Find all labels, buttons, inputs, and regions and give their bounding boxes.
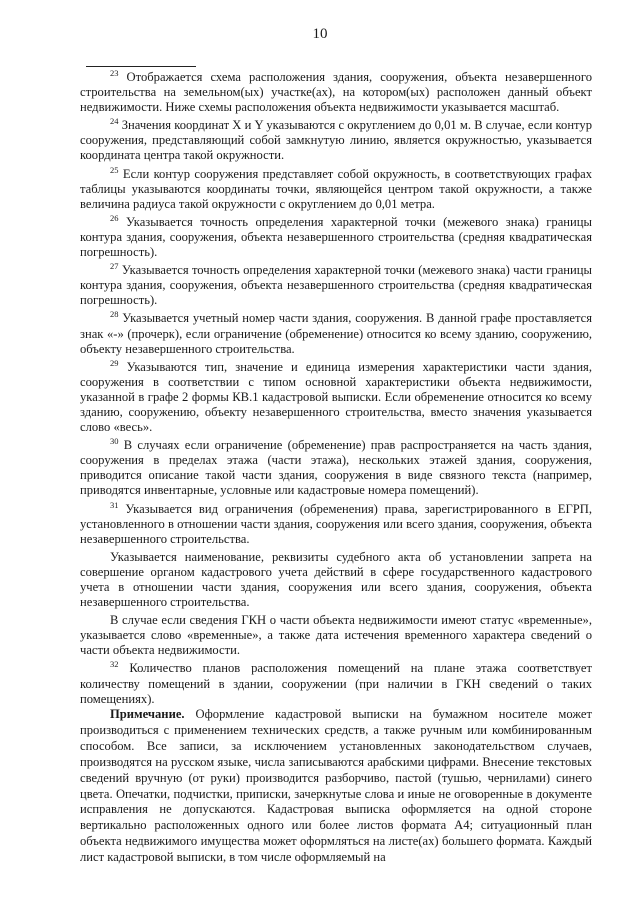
footnote-number: 26 [110,212,119,223]
footnote-text: Указываются тип, значение и единица измерения характеристики части здания, сооружения в соответствии с типом основной характеристики объекта недвижимости, указанной в графе 2 формы КВ.1 кадастровой выписки. Если обременение относится ко всему зданию, сооружению, объекту незавершенного строительства, вместо значения указывается слово «весь». [80,359,592,435]
footnote-28 [80,311,592,356]
footnote-number: 30 [110,436,119,447]
note-paragraph [80,707,592,866]
footnote-number: 31 [110,499,119,510]
paragraph-court-act: Указывается наименование, реквизиты судебного акта об установлении запрета на совершение органом кадастрового учета действий в сфере государственного кадастрового учета в отношении части здания, сооружения или всего здания, сооружения, объекта незавершенного строительства. [80,549,592,610]
footnote-24 [80,118,592,163]
footnote-number: 27 [110,261,119,272]
footnote-number: 28 [110,309,119,320]
paragraph-temporary-status: В случае если сведения ГКН о части объекта недвижимости имеют статус «временные», указывается слово «временные», а также дата истечения временного характера сведений о части объекта недвижимости. [80,613,592,658]
footnote-text: Количество планов расположения помещений на плане этажа соответствует количеству помещений в здании, сооружении (при наличии в ГКН сведений о таких помещениях). [80,661,592,706]
footnotes-block [80,70,592,710]
footnote-text: В случаях если ограничение (обременение) прав распространяется на часть здания, сооружения в пределах этажа (части этажа), нескольких этажей здания, сооружения, приводится описание такой части здания, сооружения в виде связного текста (например, приводятся инвентарные, условные или кадастровые номера помещений). [80,438,592,498]
footnote-text: Значения координат X и Y указываются с округлением до 0,01 м. В случае, если контур сооружения, представляющий собой замкнутую линию, является окружностью, указывается координата центра такой окружности. [80,118,592,163]
footnote-text: Указывается вид ограничения (обременения) права, зарегистрированного в ЕГРП, установленного в отношении части здания, сооружения или всего здания, сооружения, объекта незавершенного строительства. [80,501,592,546]
footnote-25 [80,164,592,212]
footnote-number: 25 [110,164,119,175]
footnote-number: 23 [110,68,119,78]
note-text: Оформление кадастровой выписки на бумажном носителе может производиться с применением технических средств, а также ручным или комбинированным способом. Все записи, за исключением установленных законодательством случаев, производятся на русском языке, числа записываются арабскими цифрами. Внесение текстовых сведений вручную (от руки) производится разборчиво, пастой (тушью, чернилами) синего цвета. Опечатки, подчистки, приписки, зачеркнутые слова и иные не оговоренные в документе исправления не допускаются. Кадастровая выписка оформляется на одной стороне вертикально расположенных одного или более листов формата А4; ситуационный план объекта недвижимого имущества может оформляться на листе(ах) большего формата. Каждый лист кадастровой выписки, в том числе оформляемый на [80,707,592,865]
footnote-separator [86,66,196,67]
footnote-30 [80,438,592,498]
footnote-27 [80,263,592,308]
footnote-31 [80,499,592,547]
footnote-number: 29 [110,357,119,368]
note-label: Примечание. [110,707,185,721]
footnote-text: Если контур сооружения представляет собой окружность, в соответствующих графах таблицы указываются координаты точки, являющейся центром такой окружности, а также величина радиуса такой окружности с округлением до 0,01 метра. [80,166,592,211]
footnote-29 [80,357,592,435]
footnote-32 [80,661,592,706]
footnote-number: 24 [110,116,119,127]
footnote-text: Указывается учетный номер части здания, сооружения. В данной графе проставляется знак «-» (прочерк), если ограничение (обременение) относится ко всему зданию, сооружению, объекту незавершенного строительства. [80,311,592,356]
footnote-number: 32 [110,659,119,670]
footnote-text: Отображается схема расположения здания, сооружения, объекта незавершенного строительства на земельном(ых) участке(ах), на котором(ых) расположен данный объект недвижимости. Ниже схемы расположения объекта недвижимости указывается масштаб. [80,70,592,115]
footnote-text: Указывается точность определения характерной точки (межевого знака) части границы контура здания, сооружения, объекта незавершенного строительства (средняя квадратическая погрешность). [80,263,592,308]
footnote-23 [80,70,592,115]
page-number: 10 [312,26,328,42]
footnote-text: Указывается точность определения характерной точки (межевого знака) границы контура здания, сооружения, объекта незавершенного строительства (средняя квадратическая погрешность). [80,214,592,260]
footnote-26 [80,212,592,260]
